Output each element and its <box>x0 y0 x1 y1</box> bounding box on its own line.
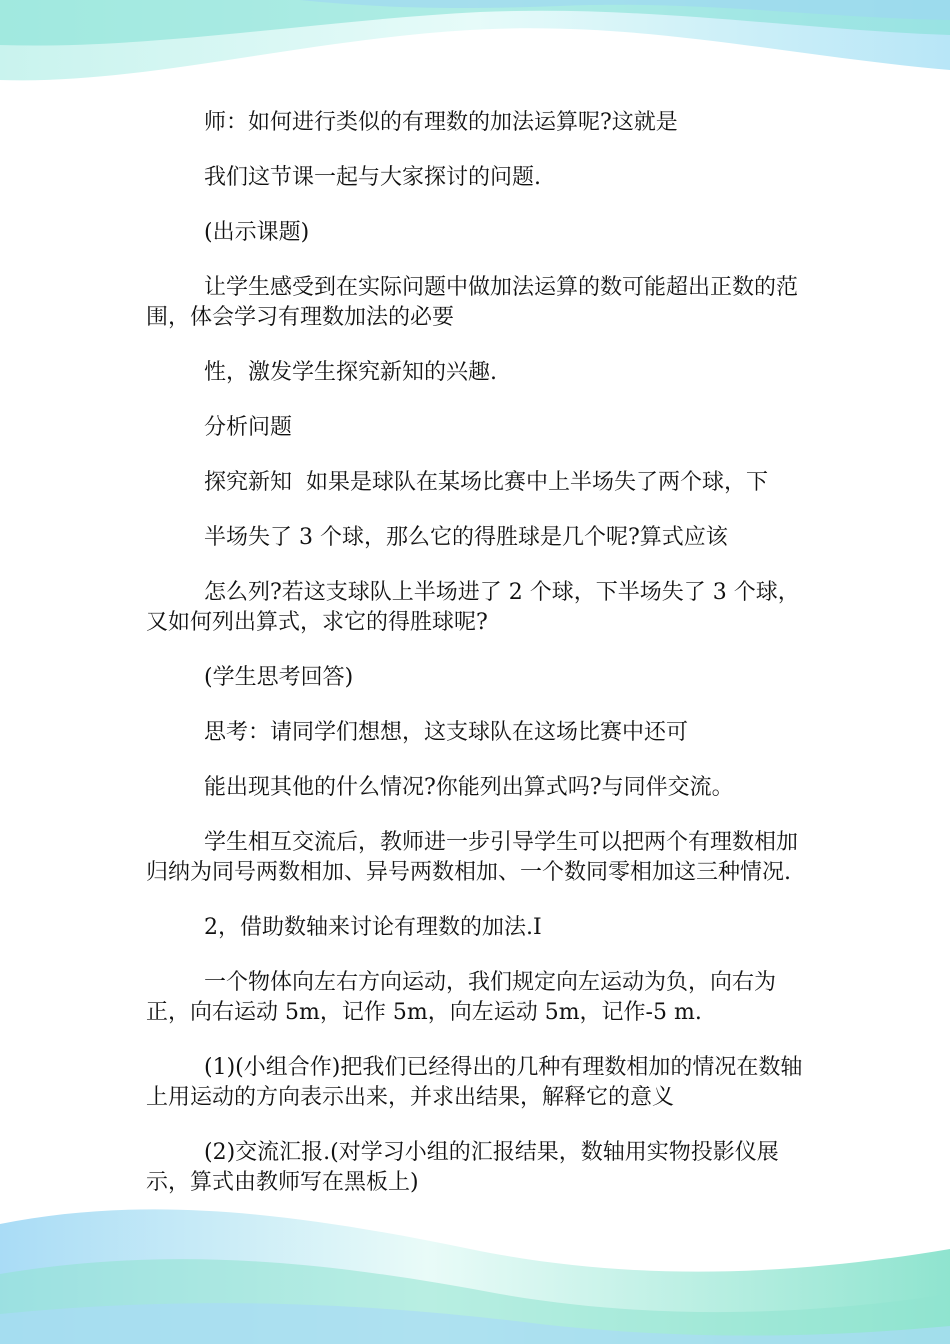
paragraph-1: 师：如何进行类似的有理数的加法运算呢?这就是 <box>204 110 678 135</box>
document-body <box>146 108 810 1198</box>
paragraph-9: 怎么列?若这支球队上半场进了 2 个球，下半场失了 3 个球，又如何列出算式，求它的得胜球呢? <box>146 580 800 635</box>
paragraph-12: 能出现其他的什么情况?你能列出算式吗?与同伴交流。 <box>204 775 734 800</box>
paragraph-7: 探究新知 如果是球队在某场比赛中上半场失了两个球，下 <box>204 470 768 495</box>
paragraph-4: 让学生感受到在实际问题中做加法运算的数可能超出正数的范围，体会学习有理数加法的必要 <box>146 275 799 330</box>
paragraph-2: 我们这节课一起与大家探讨的问题. <box>204 165 541 190</box>
paragraph-6: 分析问题 <box>204 415 293 440</box>
paragraph-16: (1)(小组合作)把我们已经得出的几种有理数相加的情况在数轴上用运动的方向表示出来，并求出结果，解释它的意义 <box>146 1055 803 1110</box>
paragraph-13: 学生相互交流后，教师进一步引导学生可以把两个有理数相加归纳为同号两数相加、异号两数相加、一个数同零相加这三种情况. <box>146 830 799 885</box>
paragraph-3: (出示课题) <box>204 220 310 245</box>
paragraph-17: (2)交流汇报.(对学习小组的汇报结果，数轴用实物投影仪展示，算式由教师写在黑板上) <box>146 1140 779 1195</box>
paragraph-10: (学生思考回答) <box>204 665 354 690</box>
paragraph-15: 一个物体向左右方向运动，我们规定向左运动为负，向右为正，向右运动 5m，记作 5m，向左运动 5m，记作-5 m. <box>146 970 777 1025</box>
paragraph-14: 2，借助数轴来讨论有理数的加法.I <box>204 915 542 940</box>
paragraph-5: 性，激发学生探究新知的兴趣. <box>204 360 497 385</box>
paragraph-11: 思考：请同学们想想，这支球队在这场比赛中还可 <box>204 720 689 745</box>
paragraph-8: 半场失了 3 个球，那么它的得胜球是几个呢?算式应该 <box>204 525 728 550</box>
